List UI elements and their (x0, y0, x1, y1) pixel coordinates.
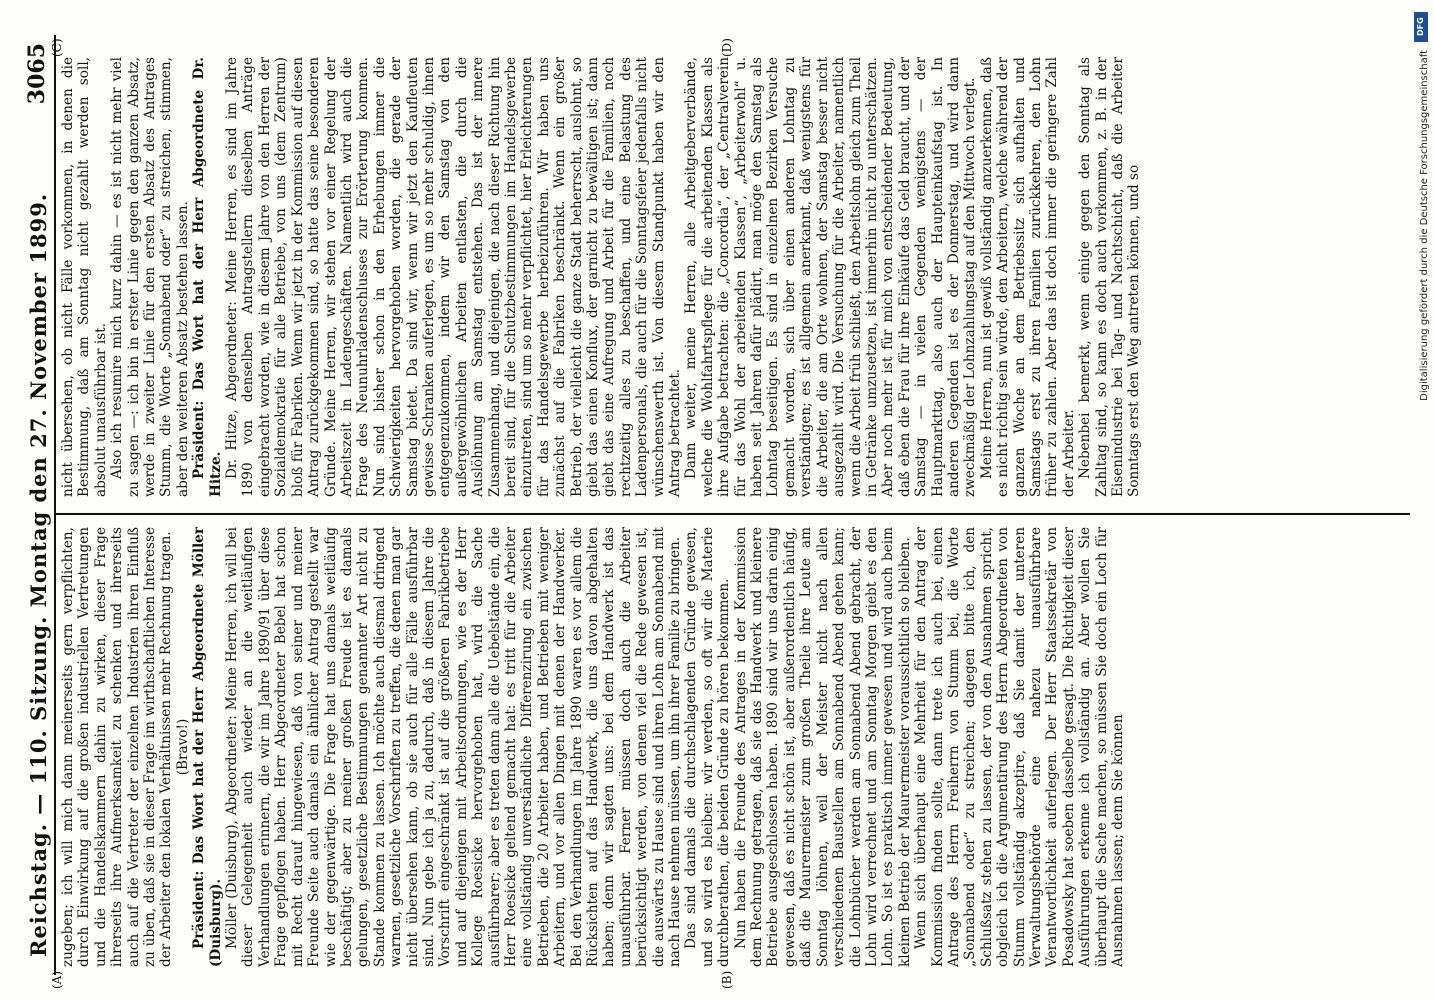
right-column (60, 57, 1406, 497)
speech-hitze: Dr. Hitze, Abgeordneter: Meine Herren, es sind im Jahre 1890 von denselben Antragstellern dieselben Anträge eingebracht worden, wie in diesem Jahre von den Herren der Sozialdemokratie für alle Betriebe, von uns (dem Zentrum) bloß für Fabriken. Wenn wir jetzt in der Kommission auf diesen Antrag zurückgekommen sind, so hatte das seine besonderen Gründe. Meine Herren, wir stehen vor einer Regelung der Arbeitszeit in Ladengeschäften. Namentlich wird auch die Frage des Neunuhrladenschlusses zur Erörterung kommen. Nun sind bisher schon in den Erhebungen immer die Schwierigkeiten hervorgehoben worden, die gerade der Samstag bietet. Da sind wir, wenn wir jetzt den Kaufleuten gewisse Schranken auferlegen, es um so mehr schuldig, ihnen entgegenzukommen, indem wir den Samstag von den außergewöhnlichen Arbeiten entlasten, die durch die Auslöhnung am Samstag entstehen. Das ist der innere Zusammenhang, und diejenigen, die nach dieser Richtung hin bereit sind, für die Schutzbestimmungen im Handelsgewerbe einzutreten, sind um so mehr verpflichtet, hier Erleichterungen für das Handelsgewerbe herbeizuführen. Wir haben uns zunächst auf die Fabriken beschränkt. Wenn ein großer Betrieb, der vielleicht die ganze Stadt beherrscht, auslohnt, so giebt das einen Konflux, der garnicht zu bewältigen ist; dann giebt das eine Aufregung und Arbeit für die Familien, noch rechtzeitig alles zu beschaffen, und eine Belastung des Ladenpersonals, die auch für die Sonntagsfeier jedenfalls nicht wünschenswerth ist. Von diesem Standpunkt haben wir den Antrag betrachtet. (224, 57, 684, 497)
dfg-logo: DFG (1414, 12, 1428, 42)
digitization-credit: Digitalisierung gefördert durch die Deutsche Forschungsgemeinschaft (1419, 50, 1430, 401)
paragraph: Nun haben die Freunde des Antrages in der Kommission dem Rechnung getragen, daß sie das Handwerk und kleinere Betriebe ausgeschlossen haben. 1890 sind wir uns darin einig gewesen, daß es nicht schön ist, aber außerordentlich häufig, daß die Maurermeister zum großen Theile ihre Leute am Sonntag löhnen, weil der Meister nicht nach allen verschiedenen Baustellen am Sonnabend Abend gehen kann; die Lohnbücher werden am Sonnabend Abend gebracht, der Lohn wird verrechnet und am Sonntag Morgen giebt es den Lohn. So ist es praktisch immer gewesen und wird auch beim kleinen Betrieb der Maurermeister voraussichtlich so bleiben. (732, 527, 913, 967)
digitization-sidebar (1410, 4, 1432, 994)
president-line: Präsident: Das Wort hat der Herr Abgeordnete Möller (Duisburg). (191, 527, 224, 967)
margin-mark-c: (C) (50, 38, 64, 57)
margin-mark-b: (B) (720, 970, 734, 989)
left-column (60, 527, 1406, 967)
paragraph: Das sind damals die durchschlagenden Gründe gewesen, und so wird es bleiben: wir werden, so oft wir die Materie durchberathen, die beiden Gründe zu hören bekommen. (683, 527, 733, 967)
paragraph: zugeben; ich will mich dann meinerseits gern verpflichten, durch Einwirkung auf die großen industriellen Vertretungen und die Handelskammern dahin zu wirken, dieser Frage ihrerseits ihre Aufmerksamkeit zu schenken und ihrerseits auch auf die Vertreter der einzelnen Industrien ihren Einfluß zu üben, daß sie in dieser Frage im wirthschaftlichen Interesse der Arbeiter den lokalen Verhältnissen mehr Rechnung tragen. (60, 527, 175, 967)
paragraph: Wenn sich überhaupt eine Mehrheit für den Antrag der Kommission finden sollte, dann trete ich auch bei, einen Antrage des Herrn Freiherrn von Stumm bei, die Worte „Sonnabend oder“ zu streichen; dagegen bitte ich, den Schlußsatz stehen zu lassen, der von den Ausnahmen spricht, obgleich ich die Argumentirung des Herrn Abgeordneten von Stumm vollständig akzeptire, daß Sie damit der unteren Verwaltungsbehörde eine nahezu unausführbare Verantwortlichkeit auferlegen. Der Herr Staatssekretär von Posadowsky hat soeben dasselbe gesagt. Die Richtigkeit dieser Ausführungen erkenne ich vollständig an. Aber wollen Sie überhaupt die Sache machen, so müssen Sie doch ein Loch für Ausnahmen lassen; denn Sie können (913, 527, 1126, 967)
paragraph: Dann weiter, meine Herren, alle Arbeitgeberverbände, welche die Wohlfahrtspflege für die arbeitenden Klassen als ihre Aufgabe betrachten: die „Concordia“, der „Centralverein für das Wohl der arbeitenden Klassen“, „Arbeiterwohl“ u. haben seit Jahren dafür plädirt, man möge den Samstag als Lohntag beseitigen. Es sind in einzelnen Bezirken Versuche gemacht worden, sich über einen anderen Lohntag zu verständigen; es ist allgemein anerkannt, daß wenigstens für die Arbeiter, die am Orte wohnen, der Samstag besser nicht ausgezahlt wird. Die Versuchung für die Arbeiter, namentlich wenn die Arbeit früh schließt, den Arbeitslohn gleich zum Theil in Getränke umzusetzen, ist immerhin nicht zu unterschätzen. Aber noch mehr ist für mich von entscheidender Bedeutung, daß eben die Frau für ihre Einkäufe das Geld braucht, und der Samstag — in vielen Gegenden wenigstens — der Hauptmarkttag, also auch der Haupteinkaufstag ist. In anderen Gegenden ist es der Donnerstag, und wird dann zweckmäßig der Lohnzahlungstag auf den Mittwoch verlegt. (683, 57, 979, 497)
rotated-page-content (20, 35, 1410, 989)
column-divider (54, 513, 1410, 515)
paragraph: Meine Herren, nun ist gewiß vollständig anzuerkennen, daß es nicht richtig sein würde, den Arbeitern, welche während der ganzen Woche an dem Betriebssitz sich aufhalten und Samstags erst zu ihren Familien zurückkehren, den Lohn früher zu zahlen. Aber das ist doch immer die geringere Zahl der Arbeiter. (978, 57, 1077, 497)
president-line: Präsident: Das Wort hat der Herr Abgeordnete Dr. Hitze. (191, 57, 224, 497)
margin-mark-d: (D) (720, 38, 734, 57)
speech-moeller: Möller (Duisburg), Abgeordneter: Meine Herren, ich will bei dieser Gelegenheit auch wieder an die weitläufigen Verhandlungen erinnern, die wir im Jahre 1890/91 über diese Frage gepflogen haben. Herr Abgeordneter Bebel hat schon mit Recht darauf hingewiesen, daß von seiner und meiner Freunde Seite auch damals ein ähnlicher Antrag gestellt war wie der gegenwärtige. Die Frage hat uns damals weitläufig beschäftigt; aber zu meiner großen Freude ist es damals gelungen, gesetzliche Bestimmungen genannter Art nicht zu Stande kommen zu lassen. Ich möchte auch diesmal dringend warnen, gesetzliche Vorschriften zu treffen, die denen man gar nicht übersehen kann, ob sie auch für alle Fälle ausführbar sind. Nun gebe ich ja zu, dadurch, daß in diesem Jahre die Vorschrift eingeschränkt ist auf die größeren Fabrikbetriebe und auf diejenigen mit Arbeitsordnungen, wie es der Herr Kollege Roesicke hervorgehoben hat, wird die Sache ausführbarer; aber es treten dann alle die Uebelstände ein, die Herr Roesicke geltend gemacht hat: es tritt für die Arbeiter eine vollständig unverständliche Differenzirung ein zwischen Betrieben, die 20 Arbeiter haben, und Betrieben mit weniger Arbeitern, und vor allen Dingen mit denen der Handwerker. Bei den Verhandlungen im Jahre 1890 waren es vor allem die Rücksichten auf das Handwerk, die uns davon abgehalten haben; denn wir sagten uns: bei dem Handwerk ist das unausführbar. Ferner müssen doch auch die Arbeiter berücksichtigt werden, von denen viel die Rede gewesen ist, die auswärts zu Hause sind und ihren Lohn am Sonnabend mit nach Hause nehmen müssen, um ihn ihrer Familie zu bringen. (224, 527, 684, 967)
paragraph: Also ich resumire mich kurz dahin — es ist nicht mehr viel zu sagen —: ich bin in erster Linie gegen den ganzen Absatz, werde in zweiter Linie für den ersten Absatz des Antrages Stumm, die Worte „Sonnabend oder“ zu streichen, stimmen, aber den weiteren Absatz bestehen lassen. (109, 57, 191, 497)
paragraph: nicht übersehen, ob nicht Fälle vorkommen, in denen die Bestimmung, daß am Sonntag nicht gezahlt werden soll, absolut unausführbar ist. (60, 57, 109, 497)
header-title: Reichstag. — 110. Sitzung. Montag den 27. November 1899. (26, 192, 51, 957)
page-number: 3065 (24, 43, 50, 105)
applause-note: (Bravo!) (174, 718, 191, 776)
page-header (20, 35, 56, 975)
margin-mark-a: (A) (50, 970, 64, 989)
paragraph: Nebenbei bemerkt, wenn einige gegen den Sonntag als Zahltag sind, so kann es doch auch vorkommen, z. B. in der Eisenindustrie bei Tag- und Nachtschicht, daß die Arbeiter Sonntags erst den Weg antreten können, und so (1077, 57, 1143, 497)
